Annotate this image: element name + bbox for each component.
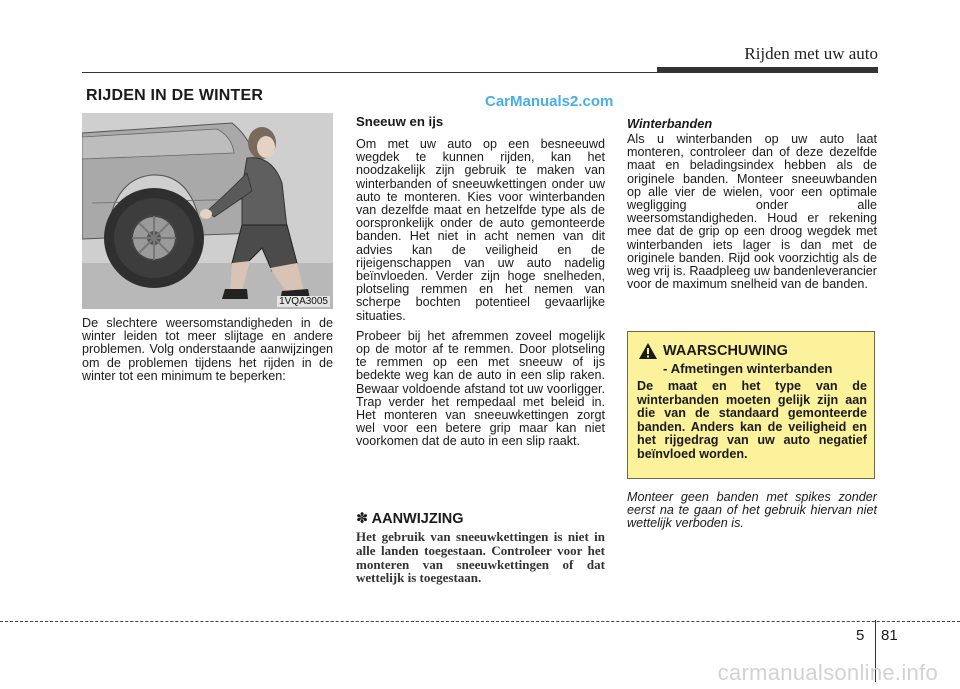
snow-and-ice-section bbox=[356, 113, 605, 456]
warning-triangle-icon bbox=[638, 342, 658, 360]
image-code: 1VQA3005 bbox=[279, 296, 328, 307]
watermark-footer: carmanualsonline.info bbox=[717, 660, 938, 685]
warning-title: WAARSCHUWING bbox=[663, 343, 788, 359]
footer-rule bbox=[0, 621, 960, 622]
snow-ice-paragraph-2: Probeer bij het afremmen zoveel mogelijk op de motor af te remmen. Door plotseling te remmen op een met sneeuw of ijs bedekte weg kan de auto in een slip raken. Bewaar voldoende afstand tot uw voorligger. Trap verder het rempedaal met beleid in. Het monteren van sneeuwkettingen zorgt wel voor een betere grip maar kan niet voorkomen dat de auto in een slip raakt. bbox=[356, 328, 605, 449]
intro-paragraph: De slechtere weersomstandigheden in de winter leiden tot meer slijtage en andere problemen. Volg onderstaande aanwijzingen om de problemen tijdens het rijden in de winter tot een minimum te beperken: bbox=[82, 316, 333, 383]
warning-subtitle: - Afmetingen winterbanden bbox=[663, 361, 833, 376]
header-rule bbox=[82, 72, 657, 73]
page-number: 81 bbox=[881, 627, 898, 644]
snow-and-ice-heading: Sneeuw en ijs bbox=[356, 114, 444, 129]
chapter-number: 5 bbox=[856, 627, 865, 644]
woman-checking-tire-drawing bbox=[82, 113, 333, 309]
note-section bbox=[356, 511, 605, 585]
warning-box bbox=[627, 331, 875, 479]
watermark-link[interactable]: CarManuals2.com bbox=[485, 93, 614, 110]
note-text: Het gebruik van sneeuwkettingen is niet in alle landen toegestaan. Controleer voor het monteren van sneeuwkettingen of dat wettelijk is toegestaan. bbox=[356, 529, 605, 586]
winter-tires-heading: Winterbanden bbox=[627, 116, 713, 131]
winter-tires-section bbox=[627, 116, 877, 291]
header-bar bbox=[657, 67, 878, 73]
winter-tires-paragraph: Als u winterbanden op uw auto laat monteren, controleer dan of deze dezelfde maat en beladingsindex hebben als de originele banden. Monteer sneeuwbanden op alle vier de wielen, voor een optimale wegligging onder alle weersomstandigheden. Houd er rekening mee dat de grip op een droog wegdek met winterbanden iets lager is dan met de originele banden. Rijd ook voorzichtig als de weg vrij is. Raadpleeg uw bandenleverancier voor de maximum snelheid van de banden. bbox=[627, 132, 877, 292]
note-title: ✽ AANWIJZING bbox=[356, 511, 464, 527]
snow-ice-paragraph-1: Om met uw auto op een besneeuwd wegdek te kunnen rijden, kan het noodzakelijk zijn gebruik te maken van winterbanden of sneeuwkettingen onder uw auto te monteren. Kies voor winterbanden van dezelfde maat en hetzelfde type als de oorspronkelijk onder de auto gemonteerde banden. Het niet in acht nemen van dit advies kan de veiligheid en de rijeigenschappen van uw auto nadelig beïnvloeden. Verder zijn hoge snelheden, plotseling remmen en het nemen van scherpe bochten potentieel gevaarlijke situaties. bbox=[356, 137, 605, 323]
winter-tire-illustration bbox=[82, 113, 333, 309]
section-title: RIJDEN IN DE WINTER bbox=[86, 87, 264, 104]
warning-text: De maat en het type van de winterbanden moeten gelijk zijn aan die van de standaard gemonteerde banden. Anders kan de veiligheid en het rijgedrag van uw auto negatief beïnvloed worden. bbox=[637, 379, 867, 461]
spikes-note: Monteer geen banden met spikes zonder eerst na te gaan of het gebruik hiervan niet wettelijk verboden is. bbox=[627, 490, 877, 531]
running-header: Rijden met uw auto bbox=[744, 44, 878, 63]
